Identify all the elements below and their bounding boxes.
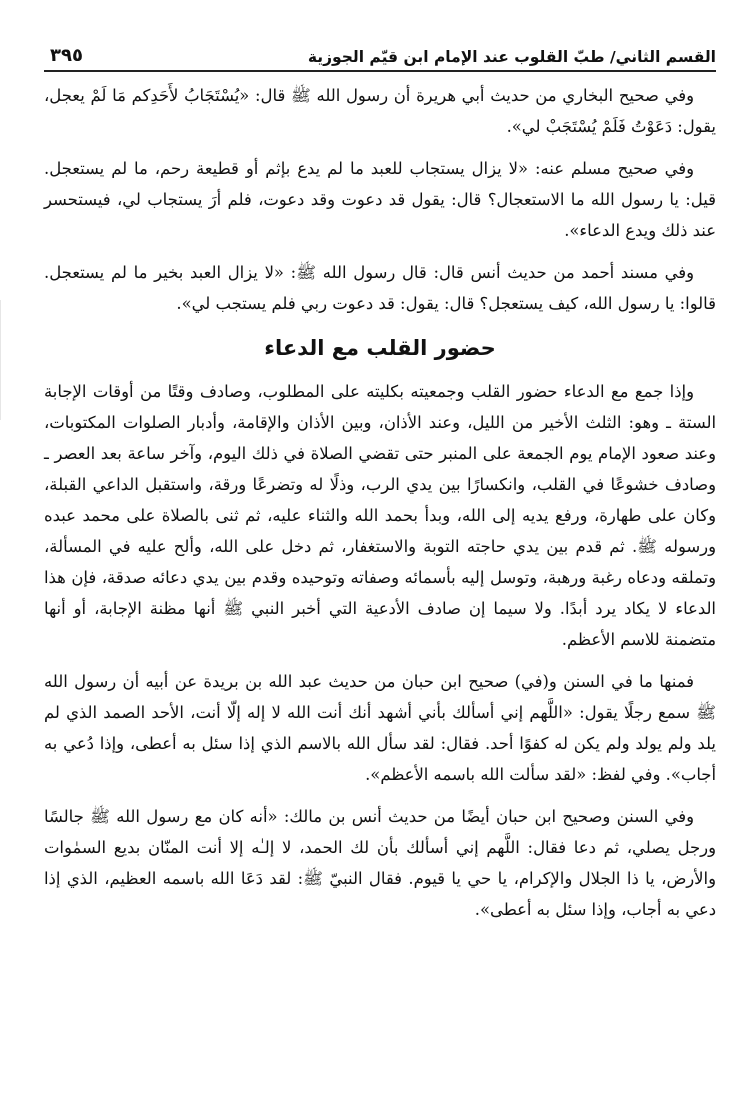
book-page [44,38,716,1078]
paragraph-buraydah-hadith: فمنها ما في السنن و(في) صحيح ابن حبان من حديث عبد الله بن بريدة عن أبيه أن رسول الله ﷺ سمع رجلًا يقول: «اللَّهم إني أسألك بأني أشهد أنك أنت الله لا إله إلّا أنت، الأحد الصمد الذي لم يلد ولم يولد ولم يكن له كفوًا أحد. فقال: لقد سأل الله بالاسم الذي إذا سئل به أعطى، وإذا دُعي به أجاب». وفي لفظ: «لقد سألت الله باسمه الأعظم». [44,672,716,784]
paragraph-muslim-hadith: وفي صحيح مسلم عنه: «لا يزال يستجاب للعبد ما لم يدع بإثم أو قطيعة رحم، ما لم يستعجل. قيل: يا رسول الله ما الاستعجال؟ قال: يقول قد دعوت وقد دعوت، فلم أرَ يستجاب لي، فيستحسر عند ذلك ويدع الدعاء». [44,159,716,240]
paragraph-presence-of-heart: وإذا جمع مع الدعاء حضور القلب وجمعيته بكليته على المطلوب، وصادف وقتًا من أوقات الإجابة الستة ـ وهو: الثلث الأخير من الليل، وعند الأذان، وبين الأذان والإقامة، وأدبار الصلوات المكتوبات، وعند صعود الإمام يوم الجمعة على المنبر حتى تقضي الصلاة في ذلك اليوم، وآخر ساعة بعد العصر ـ وصادف خشوعًا في القلب، وانكسارًا بين يدي الرب، وذلًا له وتضرعًا ورقة، واستقبل الداعي القبلة، وكان على طهارة، ورفع يديه إلى الله، وبدأ بحمد الله والثناء عليه، ثم ثنى بالصلاة على محمد عبده ورسوله ﷺ. ثم قدم بين يدي حاجته التوبة والاستغفار، ثم دخل على الله، وألح عليه في المسألة، وتملقه ودعاه رغبة ورهبة، وتوسل إليه بأسمائه وصفاته وتوحيده وقدم بين يدي دعائه صدقة، فإن هذا الدعاء لا يكاد يرد أبدًا. ولا سيما إن صادف الأدعية التي أخبر النبي ﷺ أنها مظنة الإجابة، أو أنها متضمنة للاسم الأعظم. [44,382,716,649]
running-title: القسم الثاني/ طبّ القلوب عند الإمام ابن قيّم الجوزية [307,48,716,66]
page-header [44,38,716,72]
paragraph-bukhari-hadith: وفي صحيح البخاري من حديث أبي هريرة أن رسول الله ﷺ قال: «يُسْتَجَابُ لأَحَدِكم مَا لَمْ يعجل، يقول: دَعَوْتُ فَلَمْ يُسْتَجَبْ لي». [44,86,716,136]
section-heading: حضور القلب مع الدعاء [264,336,496,360]
margin-line [0,300,1,420]
paragraph-anas-hadith: وفي السنن وصحيح ابن حبان أيضًا من حديث أنس بن مالك: «أنه كان مع رسول الله ﷺ جالسًا ورجل يصلي، ثم دعا فقال: اللَّهم إني أسألك بأن لك الحمد، لا إلـٰه إلا أنت المنّان بديع السمٰوات والأرض، يا ذا الجلال والإكرام، يا حي يا قيوم. فقال النبيّ ﷺ: لقد دَعَا الله باسمه العظيم، الذي إذا دعي به أجاب، وإذا سئل به أعطى». [44,807,716,919]
page-content [44,80,716,925]
paragraph-ahmad-hadith: وفي مسند أحمد من حديث أنس قال: قال رسول الله ﷺ: «لا يزال العبد بخير ما لم يستعجل. قالوا: يا رسول الله، كيف يستعجل؟ قال: يقول: قد دعوت ربي فلم يستجب لي». [44,263,716,313]
page-number: ٣٩٥ [50,45,83,66]
